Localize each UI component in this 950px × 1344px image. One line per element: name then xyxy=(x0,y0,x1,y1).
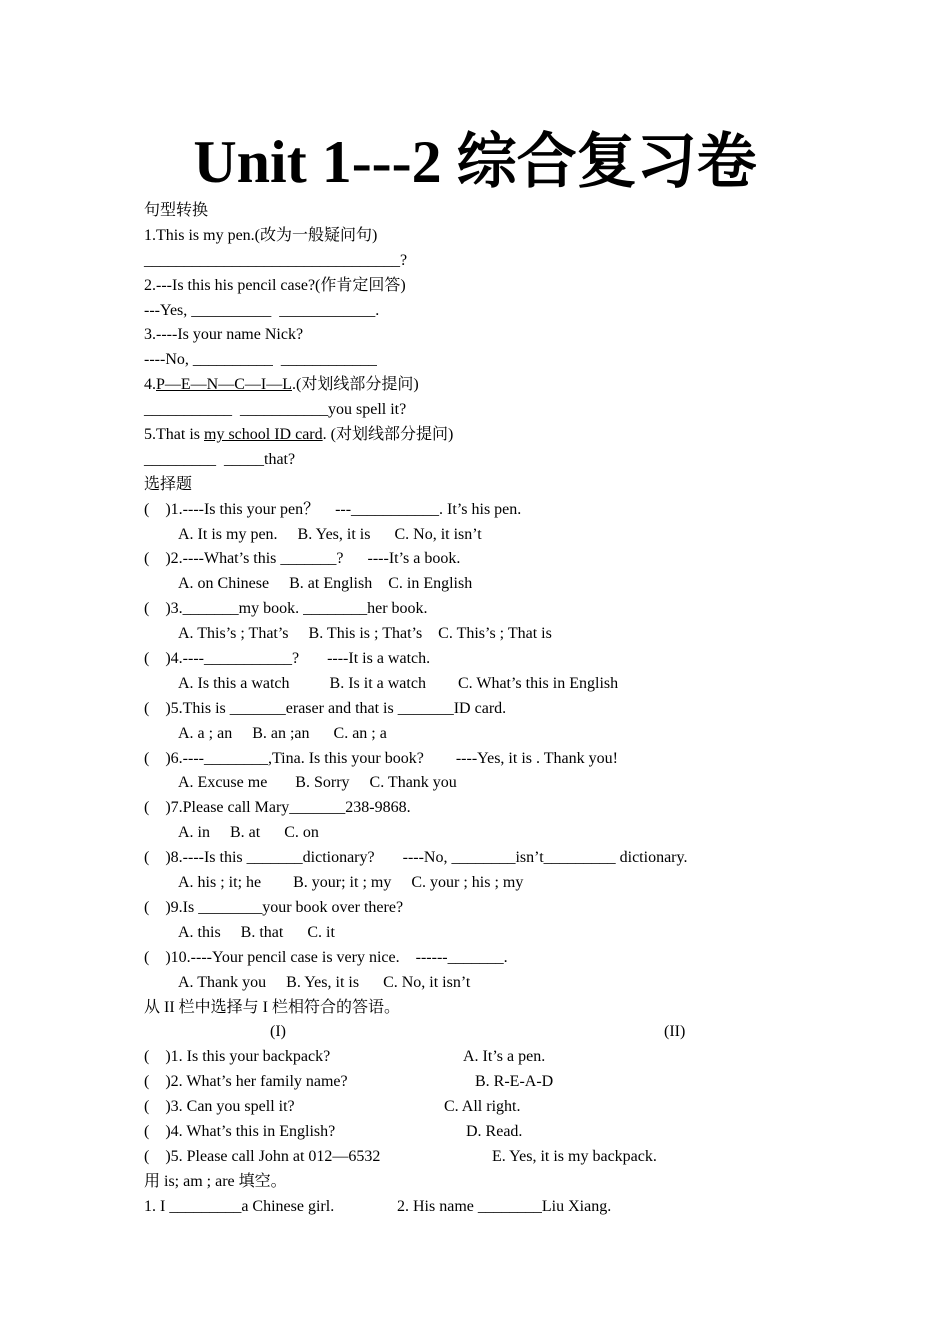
transform-q5-text: 5.That is xyxy=(144,426,204,444)
section-heading-choice: 选择题 xyxy=(144,475,193,493)
transform-q5-instruction: . (对划线部分提问) xyxy=(322,426,454,444)
choice-question: ( )6.----________,Tina. Is this your book? ----Yes, it is . Thank you! xyxy=(144,749,618,767)
choice-options: A. Excuse me B. Sorry C. Thank you xyxy=(178,774,457,792)
choice-options: A. This’s ; That’s B. This is ; That’s C. This’s ; That is xyxy=(178,625,552,643)
choice-question: ( )5.This is _______eraser and that is _______ID card. xyxy=(144,699,507,717)
transform-q4-instruction: .(对划线部分提问) xyxy=(292,376,419,394)
transform-q3-answer: ----No, __________ ____________ xyxy=(144,351,377,369)
matching-answer: A. It’s a pen. xyxy=(463,1048,546,1066)
choice-question: ( )2.----What’s this _______? ----It’s a book. xyxy=(144,550,461,568)
transform-q5 xyxy=(144,423,844,448)
matching-row xyxy=(144,1145,844,1170)
transform-q4-number: 4. xyxy=(144,376,156,394)
column-i-header: (I) xyxy=(270,1023,286,1041)
transform-q5-answer: _________ _____that? xyxy=(144,450,296,468)
worksheet-body xyxy=(144,199,844,1220)
fill-blank-q2: 2. His name ________Liu Xiang. xyxy=(397,1197,612,1215)
choice-options: A. in B. at C. on xyxy=(178,824,319,842)
transform-q4-answer: ___________ ___________you spell it? xyxy=(144,401,407,419)
transform-q3: 3.----Is your name Nick? xyxy=(144,326,304,344)
transform-q1: 1.This is my pen.(改为一般疑问句) xyxy=(144,226,378,244)
transform-q4-underlined: P—E—N—C—I—L xyxy=(156,376,292,394)
matching-column-headers xyxy=(144,1020,844,1045)
matching-question: ( )4. What’s this in English? xyxy=(144,1122,336,1140)
section-heading-transform: 句型转换 xyxy=(144,202,209,219)
choice-question: ( )3._______my book. ________her book. xyxy=(144,600,428,618)
matching-row xyxy=(144,1095,844,1120)
transform-q2: 2.---Is this his pencil case?(作肯定回答) xyxy=(144,276,406,294)
choice-options: A. on Chinese B. at English C. in English xyxy=(178,575,473,593)
matching-question: ( )1. Is this your backpack? xyxy=(144,1048,331,1066)
matching-row xyxy=(144,1070,844,1095)
choice-options: A. this B. that C. it xyxy=(178,923,335,941)
section-heading-matching: 从 II 栏中选择与 I 栏相符合的答语。 xyxy=(144,998,400,1016)
choice-options: A. Is this a watch B. Is it a watch C. What’s this in English xyxy=(178,674,619,692)
matching-answer: D. Read. xyxy=(466,1122,523,1140)
transform-q5-underlined: my school ID card xyxy=(204,426,323,444)
matching-answer: B. R-E-A-D xyxy=(475,1073,554,1091)
choice-question: ( )7.Please call Mary_______238-9868. xyxy=(144,799,411,817)
choice-options: A. a ; an B. an ;an C. an ; a xyxy=(178,724,387,742)
matching-row xyxy=(144,1045,844,1070)
choice-question: ( )1.----Is this your pen？ ---___________. It’s his pen. xyxy=(144,500,522,518)
column-ii-header: (II) xyxy=(664,1023,686,1041)
matching-question: ( )3. Can you spell it? xyxy=(144,1098,295,1116)
transform-q4 xyxy=(144,373,844,398)
choice-options: A. Thank you B. Yes, it is C. No, it isn’t xyxy=(178,973,471,991)
page-title: Unit 1---2 综合复习卷 xyxy=(193,129,757,195)
choice-options: A. It is my pen. B. Yes, it is C. No, it isn’t xyxy=(178,525,482,543)
choice-question: ( )8.----Is this _______dictionary? ----No, ________isn’t_________ dictionary. xyxy=(144,849,688,867)
choice-options: A. his ; it; he B. your; it ; my C. your ; his ; my xyxy=(178,874,524,892)
matching-question: ( )2. What’s her family name? xyxy=(144,1073,348,1091)
choice-question: ( )9.Is ________your book over there? xyxy=(144,898,404,916)
choice-question: ( )10.----Your pencil case is very nice. ------_______. xyxy=(144,948,508,966)
matching-answer: E. Yes, it is my backpack. xyxy=(492,1147,657,1165)
matching-answer: C. All right. xyxy=(444,1098,521,1116)
transform-q2-answer: ---Yes, __________ ____________. xyxy=(144,301,380,319)
matching-row xyxy=(144,1120,844,1145)
fill-blank-q1: 1. I _________a Chinese girl. xyxy=(144,1197,335,1215)
choice-question: ( )4.----___________? ----It is a watch. xyxy=(144,650,431,668)
section-heading-fill-blank: 用 is; am ; are 填空。 xyxy=(144,1172,287,1190)
fill-blank-row xyxy=(144,1195,844,1220)
matching-question: ( )5. Please call John at 012—6532 xyxy=(144,1147,381,1165)
transform-q1-answer: ________________________________? xyxy=(144,251,408,269)
